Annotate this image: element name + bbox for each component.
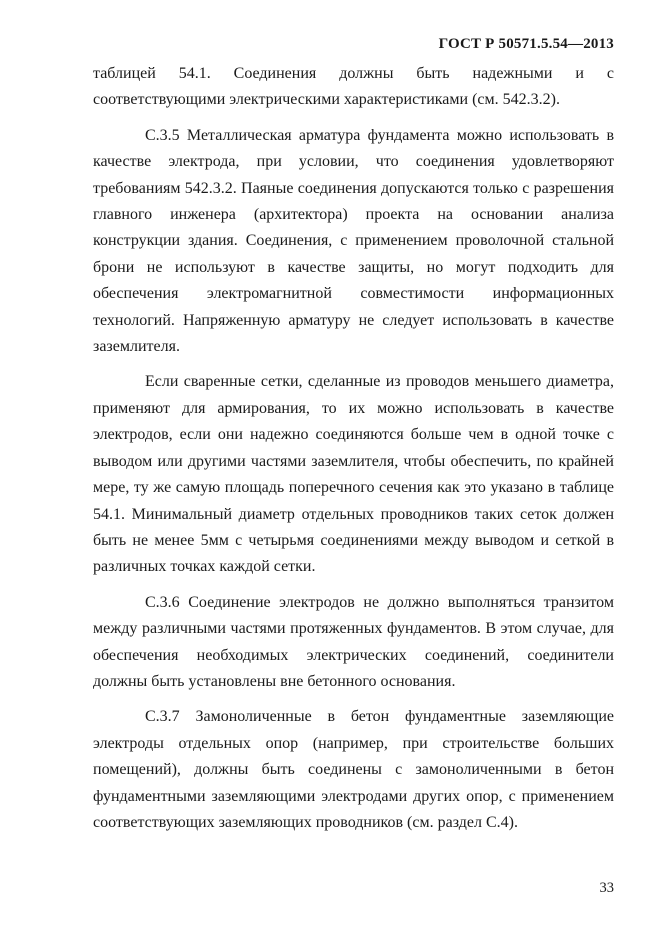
document-header: ГОСТ Р 50571.5.54—2013 xyxy=(438,36,614,52)
paragraph-c37: С.3.7 Замоноличенные в бетон фундаментные заземляющие электроды отдельных опор (например, при строительстве больших помещений), должны быть соединены с замоноличенными в бетон фундаментными заземляющими электродами других опор, с применением соответствующих заземляющих проводников (см. раздел С.4). xyxy=(93,708,614,831)
paragraph-continuation: таблицей 54.1. Соединения должны быть надежными и с соответствующими электрическими характеристиками (см. 542.3.2). xyxy=(93,65,614,109)
paragraph-welded-mesh: Если сваренные сетки, сделанные из проводов меньшего диаметра, применяют для армирования, то их можно использовать в качестве электродов, если они надежно соединяются больше чем в одной точке с выводом или другими частями заземлителя, чтобы обеспечить, по крайней мере, ту же самую площадь поперечного сечения как это указано в таблице 54.1. Минимальный диаметр отдельных проводников таких сеток должен быть не менее 5мм с четырьмя соединениями между выводом и сеткой в различных точках каждой сетки. xyxy=(93,373,614,576)
page-number: 33 xyxy=(599,880,614,896)
paragraph-c36: С.3.6 Соединение электродов не должно выполняться транзитом между различными частями протяженных фундаментов. В этом случае, для обеспечения необходимых электрических соединений, соединители должны быть установлены вне бетонного основания. xyxy=(93,593,614,690)
paragraph-c35: С.3.5 Металлическая арматура фундамента можно использовать в качестве электрода, при условии, что соединения удовлетворяют требованиям 542.3.2. Паяные соединения допускаются только с разрешения главного инженера (архитектора) проекта на основании анализа конструкции здания. Соединения, с применением проволочной стальной брони не используют в качестве защиты, но могут подходить для обеспечения электромагнитной совместимости информационных технологий. Напряженную арматуру не следует использовать в качестве заземлителя. xyxy=(93,126,614,356)
document-body xyxy=(93,61,614,845)
